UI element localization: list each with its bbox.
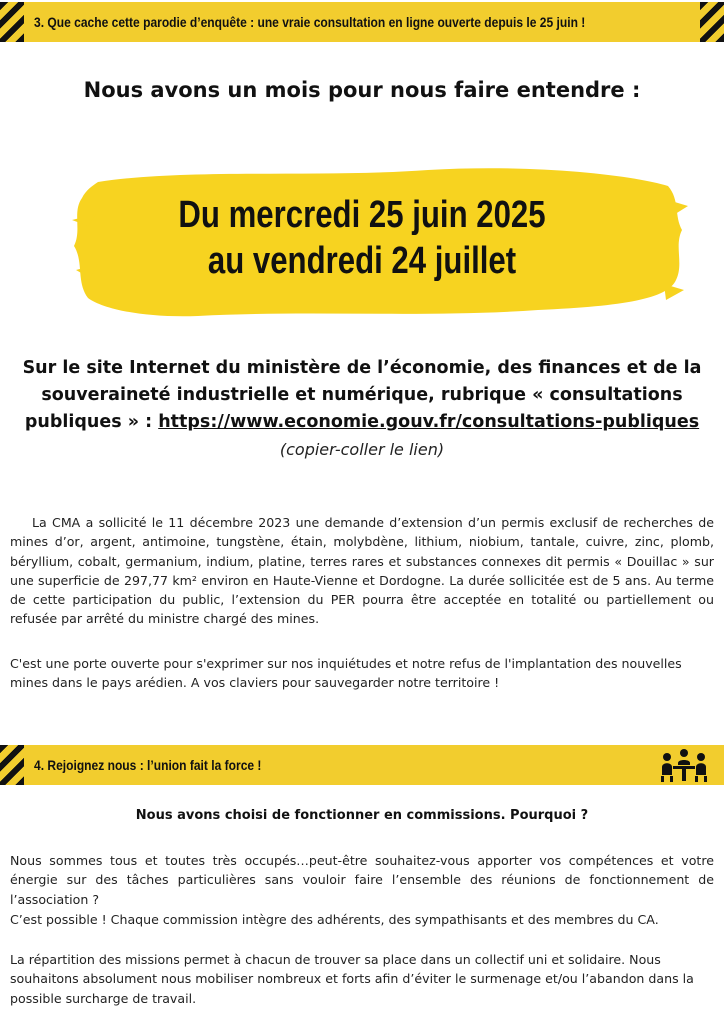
- section-3-banner: [0, 2, 724, 42]
- section-4-paragraph-2: C’est possible ! Chaque commission intègre des adhérents, des sympathisants et des membres du CA.: [10, 912, 659, 927]
- site-info: [10, 355, 714, 436]
- body-paragraph-1: [10, 513, 714, 629]
- section-4-banner: [0, 745, 724, 785]
- body-paragraph-2: C'est une porte ouverte pour s'exprimer sur nos inquiétudes et notre refus de l'implantation des nouvelles mines dans le pays arédien. A vos claviers pour sauvegarder notre territoire !: [10, 656, 682, 691]
- site-intro: Sur le site Internet du ministère de l’économie, des finances et de la souveraineté industrielle et numérique, rubrique « consultations publiques » :: [22, 358, 702, 432]
- hazard-stripes-left: [0, 745, 24, 785]
- section-4-paragraph-1: Nous sommes tous et toutes très occupés…peut-être souhaitez-vous apporter vos compétences et votre énergie sur des tâches particulières sans vouloir faire l’ensemble des réunions de fonctionnement de l’association ?: [10, 853, 714, 907]
- consultation-dates: [0, 192, 724, 284]
- hazard-stripes-right: [700, 2, 724, 42]
- dates-line-2: au vendredi 24 juillet: [207, 240, 517, 282]
- commissions-heading: Nous avons choisi de fonctionner en commissions. Pourquoi ?: [135, 808, 589, 823]
- section-3-title: 3. Que cache cette parodie d’enquête : une vraie consultation en ligne ouverte depuis le 25 juin !: [34, 14, 586, 30]
- hazard-stripes-left: [0, 2, 24, 42]
- section-4-paragraph-3: La répartition des missions permet à chacun de trouver sa place dans un collectif uni et solidaire. Nous souhaitons absolument nous mobiliser nombreux et forts afin d’éviter le surmenage et/ou l’abandon dans la possible surcharge de travail.: [10, 952, 694, 1006]
- headline: Nous avons un mois pour nous faire entendre :: [83, 78, 641, 102]
- copy-paste-note: (copier-coller le lien): [279, 440, 445, 459]
- team-meeting-icon: [660, 747, 708, 783]
- section-4-title: 4. Rejoignez nous : l’union fait la force !: [34, 757, 262, 773]
- body-p1-text: La CMA a sollicité le 11 décembre 2023 une demande d’extension d’un permis exclusif de recherches de mines d’or, argent, antimoine, tungstène, étain, molybdène, lithium, niobium, tantale, cuivre, zinc, plomb, béryllium, cobalt, germanium, indium, platine, terres rares et substances connexes dit permis « Douillac » sur une superficie de 297,77 km² environ en Haute-Vienne et Dordogne. La durée sollicitée est de 5 ans. Au terme de cette participation du public, l’extension du PER pourra être acceptée en totalité ou partiellement ou refusée par arrêté du ministre chargé des mines.: [10, 515, 714, 627]
- consultation-link[interactable]: https://www.economie.gouv.fr/consultations-publiques: [158, 412, 700, 432]
- dates-line-1: Du mercredi 25 juin 2025: [178, 194, 546, 236]
